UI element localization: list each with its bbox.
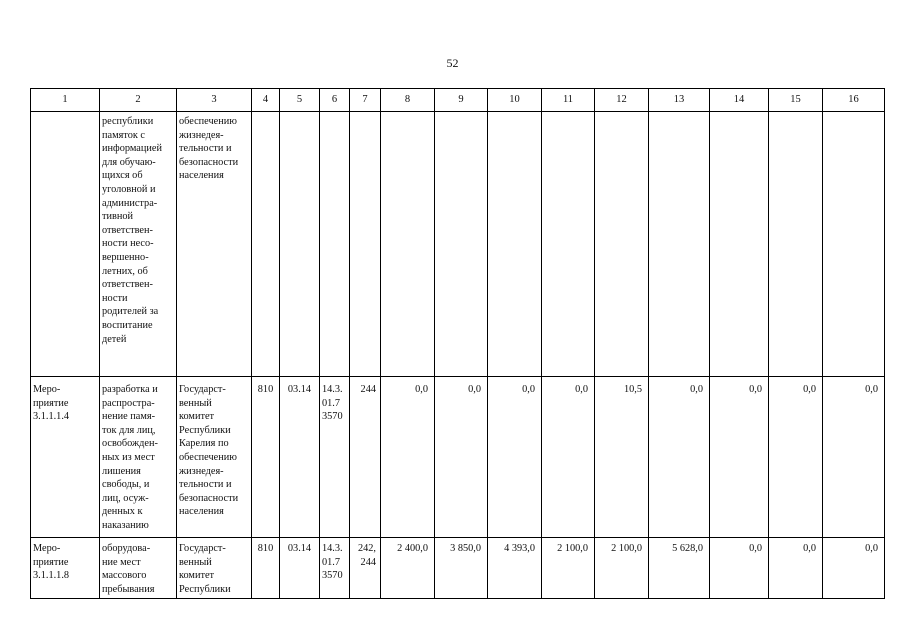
header-cell-5: 5 bbox=[280, 89, 320, 112]
cell-section: 03.14 bbox=[280, 377, 320, 538]
cell-value-8: 2 400,0 bbox=[381, 538, 435, 599]
cell-description: оборудова- ние мест массового пребывания bbox=[100, 538, 177, 599]
header-cell-1: 1 bbox=[31, 89, 100, 112]
page-number: 52 bbox=[446, 56, 459, 70]
cell-description: разработка и распростра- нение памя- ток для лиц, освобожден- ных из мест лишения свободы, и лиц, осуж- денных к наказанию bbox=[100, 377, 177, 538]
cell-value-15: 0,0 bbox=[769, 377, 823, 538]
cell-value-14: 0,0 bbox=[710, 377, 769, 538]
header-cell-4: 4 bbox=[252, 89, 280, 112]
cell-value-16: 0,0 bbox=[823, 538, 885, 599]
table-row bbox=[31, 112, 885, 377]
cell-value-9 bbox=[435, 112, 488, 377]
header-cell-13: 13 bbox=[649, 89, 710, 112]
header-cell-15: 15 bbox=[769, 89, 823, 112]
cell-value-9: 3 850,0 bbox=[435, 538, 488, 599]
cell-value-13 bbox=[649, 112, 710, 377]
cell-value-11: 2 100,0 bbox=[542, 538, 595, 599]
header-cell-7: 7 bbox=[350, 89, 381, 112]
cell-expense-type bbox=[350, 112, 381, 377]
cell-description: республики памяток с информацией для обучаю- щихся об уголовной и администра- тивной ответствен- ности несо- вершенно- летних, об ответствен- ности родителей за воспитание детей bbox=[100, 112, 177, 377]
cell-value-11: 0,0 bbox=[542, 377, 595, 538]
cell-measure: Меро- приятие 3.1.1.1.8 bbox=[31, 538, 100, 599]
cell-value-9: 0,0 bbox=[435, 377, 488, 538]
header-cell-6: 6 bbox=[320, 89, 350, 112]
header-cell-3: 3 bbox=[177, 89, 252, 112]
cell-value-13: 5 628,0 bbox=[649, 538, 710, 599]
cell-target-article: 14.3. 01.7 3570 bbox=[320, 538, 350, 599]
cell-value-11 bbox=[542, 112, 595, 377]
cell-value-15: 0,0 bbox=[769, 538, 823, 599]
header-row bbox=[31, 89, 885, 112]
cell-grbs: 810 bbox=[252, 538, 280, 599]
cell-value-15 bbox=[769, 112, 823, 377]
cell-value-16 bbox=[823, 112, 885, 377]
cell-value-8: 0,0 bbox=[381, 377, 435, 538]
header-cell-8: 8 bbox=[381, 89, 435, 112]
cell-measure: Меро- приятие 3.1.1.1.4 bbox=[31, 377, 100, 538]
cell-measure bbox=[31, 112, 100, 377]
cell-target-article: 14.3. 01.7 3570 bbox=[320, 377, 350, 538]
cell-value-12: 2 100,0 bbox=[595, 538, 649, 599]
cell-value-12: 10,5 bbox=[595, 377, 649, 538]
cell-grbs bbox=[252, 112, 280, 377]
cell-expense-type: 242, 244 bbox=[350, 538, 381, 599]
cell-value-8 bbox=[381, 112, 435, 377]
header-cell-11: 11 bbox=[542, 89, 595, 112]
cell-value-10: 4 393,0 bbox=[488, 538, 542, 599]
cell-value-13: 0,0 bbox=[649, 377, 710, 538]
cell-section: 03.14 bbox=[280, 538, 320, 599]
cell-grbs: 810 bbox=[252, 377, 280, 538]
cell-section bbox=[280, 112, 320, 377]
header-cell-12: 12 bbox=[595, 89, 649, 112]
cell-value-14 bbox=[710, 112, 769, 377]
table-row bbox=[31, 377, 885, 538]
cell-target-article bbox=[320, 112, 350, 377]
cell-value-12 bbox=[595, 112, 649, 377]
header-cell-2: 2 bbox=[100, 89, 177, 112]
cell-executor: Государст- венный комитет Республики bbox=[177, 538, 252, 599]
header-cell-16: 16 bbox=[823, 89, 885, 112]
cell-value-10: 0,0 bbox=[488, 377, 542, 538]
cell-executor: Государст- венный комитет Республики Карелия по обеспечению жизнедея- тельности и безопасности населения bbox=[177, 377, 252, 538]
budget-table bbox=[30, 88, 885, 599]
cell-value-10 bbox=[488, 112, 542, 377]
table-row bbox=[31, 538, 885, 599]
header-cell-9: 9 bbox=[435, 89, 488, 112]
header-cell-14: 14 bbox=[710, 89, 769, 112]
cell-value-16: 0,0 bbox=[823, 377, 885, 538]
cell-expense-type: 244 bbox=[350, 377, 381, 538]
header-cell-10: 10 bbox=[488, 89, 542, 112]
cell-executor: обеспечению жизнедея- тельности и безопасности населения bbox=[177, 112, 252, 377]
cell-value-14: 0,0 bbox=[710, 538, 769, 599]
